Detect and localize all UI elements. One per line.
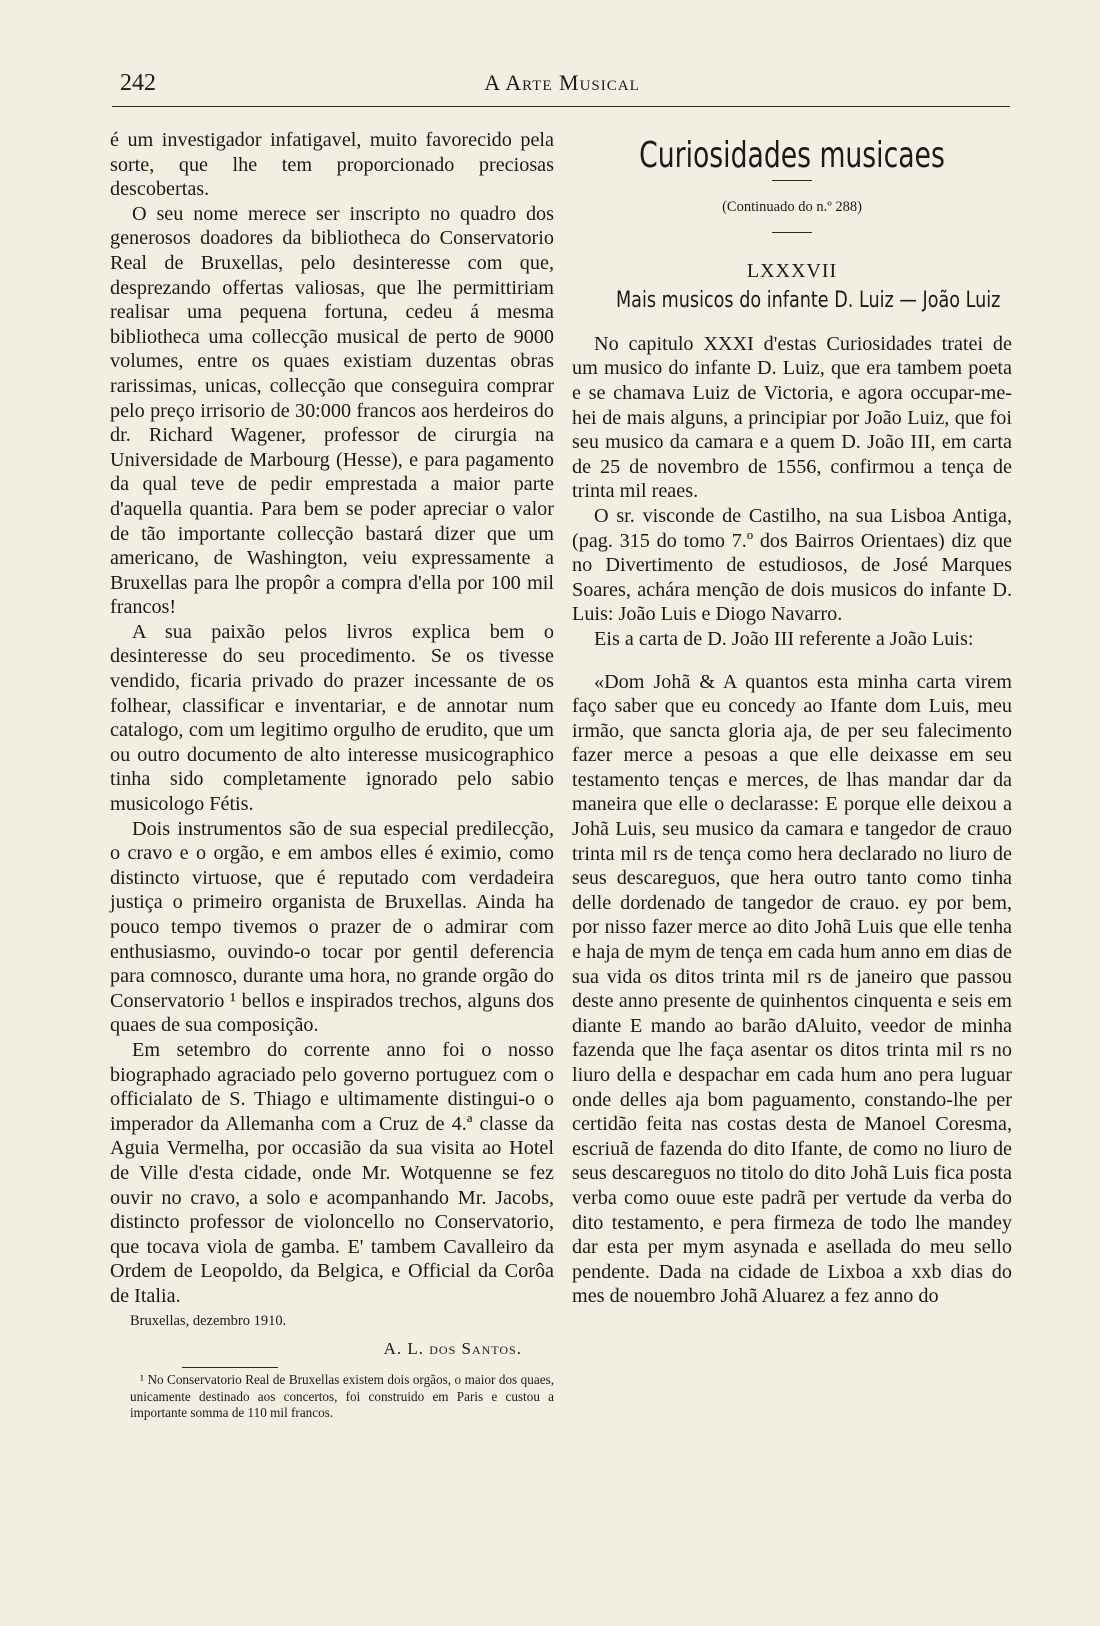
header-rule <box>112 106 1010 107</box>
quoted-letter: «Dom Johã & A quantos esta minha carta virem faço saber que eu concedy ao Ifante dom Luis, meu irmão, que sancta gloria aja, de per seu falecimento fazer merce a pesoas a que elle deixasse em seu testamento tenças e merces, de lhas mandar dar da maneira que elle o declarasse: E porque elle deixou a Johã Luis, seu musico da camara e tangedor de crauo trinta mil rs de tença como hera declarado no liuro de seus descareguos, que hera outro tanto como tinha delle dordenado de tangedor de crauo. ey por bem, por nisso fazer merce ao dito Johã Luis que elle tenha e haja de mym de tença em cada hum anno em dias de sua vida os ditos trinta mil rs de janeiro que passou deste anno presente de quinhentos cinquenta e seis em diante E mando ao barão dAluito, veedor de minha fazenda que lhe faça asentar os ditos trinta mil rs no liuro della e despachar em cada hum ano pera luguar onde delles aja bom paguamento, constando-lhe per certidão feita nas costas desta de Manoel Coresma, escriuã de fazenda do dito Ifante, de como no liuro de seus descareguos no titolo do dito Johã Luis fica posta verba como ouue este padrã per vertude da verba do dito testamento, e pera firmeza de todo lhe mandey dar esta per mym asynada e asellada do meu sello pendente. Dada na cidade de Lixboa a xxb dias do mes de nouembro Johã Aluarez a fez anno do <box>572 670 1012 1308</box>
paragraph: é um investigador infatigavel, muito favorecido pela sorte, que lhe tem proporcionado preciosas descobertas. <box>110 129 554 201</box>
chapter-number: LXXXVII <box>746 259 838 282</box>
running-title: A Arte Musical <box>484 70 640 95</box>
continuation-rule <box>772 232 812 233</box>
footnote: ¹ No Conservatorio Real de Bruxellas existem dois orgãos, o maior dos quaes, unicamente destinado aos concertos, foi construido em Paris e custou a importante somma de 110 mil francos. <box>130 1372 554 1420</box>
right-column <box>572 128 1012 1309</box>
title-rule <box>772 180 812 181</box>
paragraph: A sua paixão pelos livros explica bem o desinteresse do seu procedimento. Se os tivesse vendido, ficaria privado do prazer incessante de os folhear, classificar e inventariar, e de annotar num catalogo, com um legitimo orgulho de erudito, que um ou outro documento de alto interesse musicographico tinha sido completamente ignorado pelo sabio musicologo Fétis. <box>110 620 554 816</box>
page-header <box>112 68 1012 100</box>
left-column <box>110 128 554 1421</box>
footnote-rule <box>182 1367 278 1368</box>
spacer <box>572 652 1012 670</box>
page-number: 242 <box>120 70 156 96</box>
paragraph: Em setembro do corrente anno foi o nosso biographado agraciado pelo governo portuguez com o officialato de S. Thiago e ultimamente distingui-o o imperador da Allemanha com a Cruz de 4.ª classe da Aguia Vermelha, por occasião da sua visita ao Hotel de Ville d'esta cidade, onde Mr. Wotquenne se fez ouvir no cravo, a solo e acompanhando Mr. Jacobs, distincto professor de violoncello no Conservatorio, que tocava viola de gamba. E' tambem Cavalleiro da Ordem de Leopoldo, da Belgica, e Official da Corôa de Italia. <box>110 1038 554 1307</box>
dateline: Bruxellas, dezembro 1910. <box>130 1312 287 1329</box>
paragraph: No capitulo XXXI d'estas Curiosidades tratei de um musico do infante D. Luiz, que era tambem poeta e se chamava Luiz de Victoria, e agora occupar-me-hei de mais alguns, a principiar por João Luiz, que foi seu musico da camara e a quem D. João III, em carta de 25 de novembro de 1556, confirmou a tença de trinta mil reaes. <box>572 332 1012 503</box>
continuation-note: (Continuado do n.º 288) <box>722 199 862 215</box>
paragraph: Eis a carta de D. João III referente a João Luis: <box>594 627 974 650</box>
author-signature: A. L. dos Santos. <box>383 1338 522 1358</box>
spacer <box>572 314 1012 332</box>
paragraph: Dois instrumentos são de sua especial predilecção, o cravo e o orgão, e em ambos elles é eximio, como distincto virtuose, que é reputado com verdadeira justiça o primeiro organista de Bruxellas. Ainda ha pouco tempo tivemos o prazer de o admirar com enthusiasmo, ouvindo-o tocar por gentil deferencia para comnosco, durante uma hora, no grande orgão do Conservatorio ¹ bellos e inspirados trechos, alguns dos quaes de sua composição. <box>110 817 554 1037</box>
paragraph: O sr. visconde de Castilho, na sua Lisboa Antiga, (pag. 315 do tomo 7.º dos Bairros Orientaes) diz que no Divertimento de estudiosos, de José Marques Soares, achára menção de dois musicos do infante D. Luis: João Luis e Diogo Navarro. <box>572 504 1012 626</box>
section-title: Curiosidades musicaes <box>639 135 945 176</box>
paragraph: O seu nome merece ser inscripto no quadro dos generosos doadores da bibliotheca do Conservatorio Real de Bruxellas, pelo desinteresse com que, desprezando offertas valiosas, que lhe permittiriam realisar uma pequena fortuna, cedeu á mesma bibliotheca uma collecção musical de perto de 9000 volumes, entre os quaes existiam duzentas obras rarissimas, unicas, collecção que conseguira comprar pelo preço irrisorio de 30:000 francos aos herdeiros do dr. Richard Wagener, professor de cirurgia na Universidade de Marbourg (Hesse), e para pagamento da qual teve de pedir emprestada a maior parte d'aquella quantia. Para bem se poder apreciar o valor de tão importante collecção bastará dizer que um americano, de Washington, veiu expressamente a Bruxellas para lhe propôr a compra d'ella por 100 mil francos! <box>110 202 554 619</box>
chapter-subtitle: Mais musicos do infante D. Luiz — João Luiz <box>616 288 1001 314</box>
